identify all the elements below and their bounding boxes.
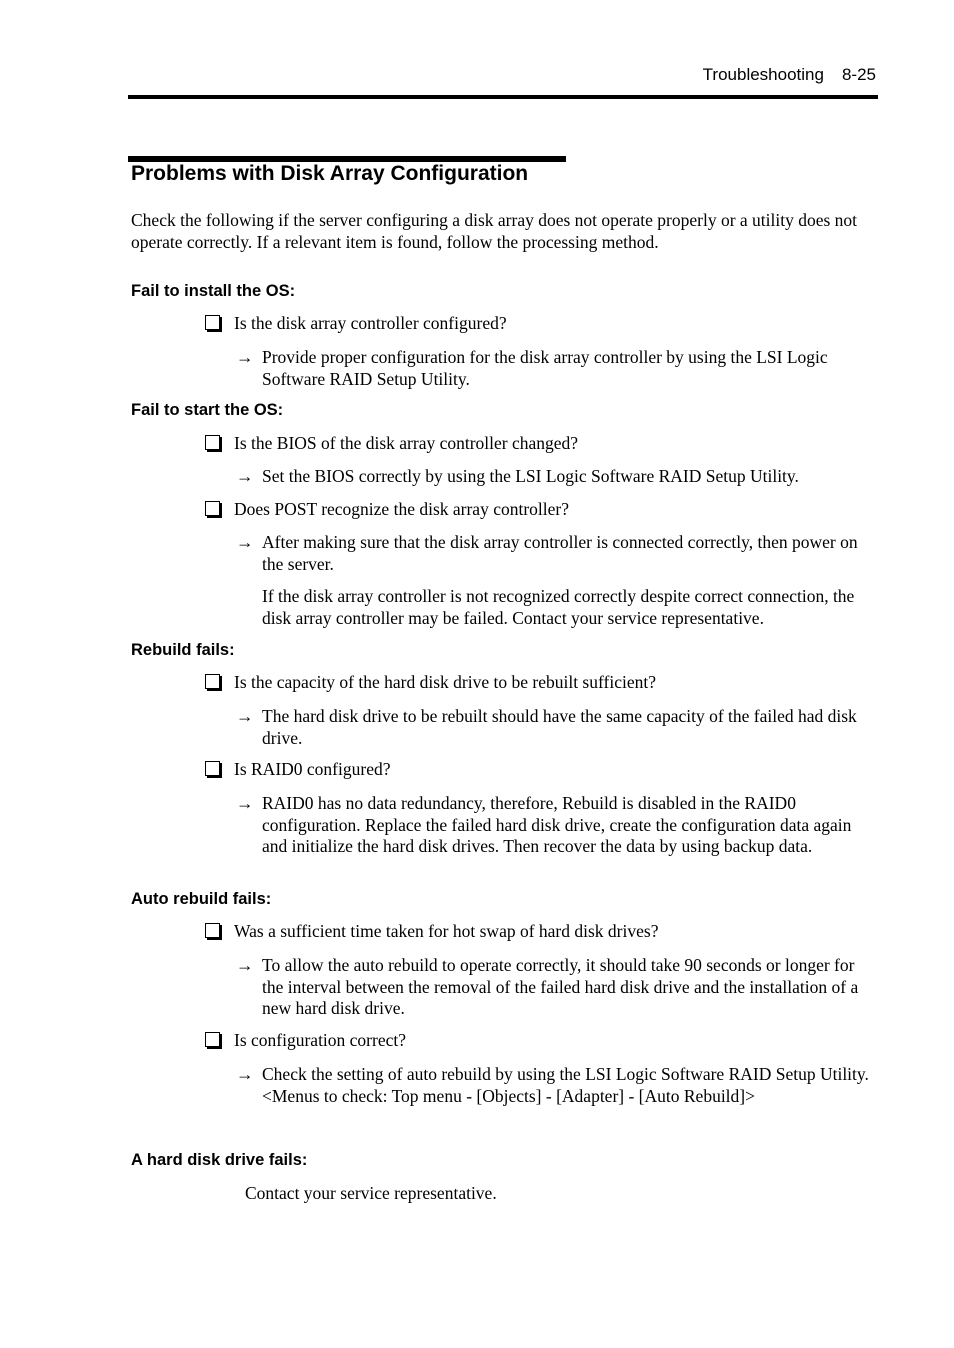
checklist-question: Does POST recognize the disk array controller?: [234, 499, 569, 519]
checklist-item: [205, 433, 578, 455]
checkbox-icon: [205, 674, 220, 689]
checkbox-icon: [205, 501, 220, 516]
checkbox-icon: [205, 315, 220, 330]
checklist-question: Is the BIOS of the disk array controller changed?: [234, 433, 579, 453]
page-number: 8-25: [841, 65, 876, 84]
running-header: [703, 65, 876, 85]
checklist-question: Was a sufficient time taken for hot swap of hard disk drives?: [234, 921, 659, 941]
answer-text: Set the BIOS correctly by using the LSI Logic Software RAID Setup Utility.: [262, 466, 799, 486]
answer-text: The hard disk drive to be rebuilt should have the same capacity of the failed had disk drive.: [262, 706, 857, 748]
arrow-icon: →: [236, 1064, 254, 1084]
checklist-item: [205, 672, 656, 694]
checklist-item: [205, 1030, 406, 1052]
checklist-item: [205, 759, 390, 781]
answer-item: [236, 532, 876, 575]
checkbox-icon: [205, 1032, 220, 1047]
arrow-icon: →: [236, 347, 254, 367]
running-header-section: Troubleshooting: [702, 65, 824, 84]
checklist-question: Is the capacity of the hard disk drive to be rebuilt sufficient?: [234, 672, 656, 692]
answer-item: [236, 793, 876, 858]
answer-note: If the disk array controller is not recognized correctly despite correct connection, the disk array controller may be failed. Contact your service representative.: [262, 586, 855, 628]
arrow-icon: →: [236, 793, 254, 813]
header-rule: [128, 95, 878, 99]
answer-item: [236, 347, 876, 390]
checklist-item: [205, 499, 569, 521]
checklist-question: Is the disk array controller configured?: [234, 313, 507, 333]
answer-item: [236, 466, 876, 488]
checkbox-icon: [205, 923, 220, 938]
checkbox-icon: [205, 761, 220, 776]
heading-rebuild-fails: Rebuild fails:: [131, 641, 235, 659]
checkbox-icon: [205, 435, 220, 450]
answer-text: After making sure that the disk array controller is connected correctly, then power on the server.: [262, 532, 858, 574]
answer-text: RAID0 has no data redundancy, therefore, Rebuild is disabled in the RAID0 configuration. Replace the failed hard disk drive, create the configuration data again and initialize the hard disk drives. Then recover the data by using backup data.: [262, 793, 852, 856]
answer-text: To allow the auto rebuild to operate correctly, it should take 90 seconds or longer for the interval between the removal of the failed hard disk drive and the installation of a new hard disk drive.: [262, 955, 859, 1018]
answer-text: Provide proper configuration for the disk array controller by using the LSI Logic Software RAID Setup Utility.: [262, 347, 828, 389]
section-title: Problems with Disk Array Configuration: [131, 162, 529, 185]
answer-item: [236, 955, 876, 1020]
heading-auto-rebuild-fails: Auto rebuild fails:: [131, 890, 272, 908]
checklist-question: Is RAID0 configured?: [234, 759, 391, 779]
intro-paragraph: Check the following if the server configuring a disk array does not operate properly or a utility does not operate correctly. If a relevant item is found, follow the processing method.: [131, 210, 858, 252]
heading-hdd-fails: A hard disk drive fails:: [131, 1151, 308, 1169]
checklist-item: [205, 921, 658, 943]
answer-item: [236, 706, 876, 749]
answer-text: Check the setting of auto rebuild by using the LSI Logic Software RAID Setup Utility. <Menus to check: Top menu - [Objects] - [Adapter] - [Auto Rebuild]>: [262, 1064, 869, 1106]
arrow-icon: →: [236, 466, 254, 486]
heading-start-os: Fail to start the OS:: [131, 401, 284, 419]
hdd-fails-text: Contact your service representative.: [245, 1183, 497, 1203]
arrow-icon: →: [236, 955, 254, 975]
arrow-icon: →: [236, 532, 254, 552]
heading-install-os: Fail to install the OS:: [131, 282, 296, 300]
checklist-question: Is configuration correct?: [234, 1030, 407, 1050]
answer-item: [236, 1064, 876, 1107]
checklist-item: [205, 313, 507, 335]
arrow-icon: →: [236, 706, 254, 726]
